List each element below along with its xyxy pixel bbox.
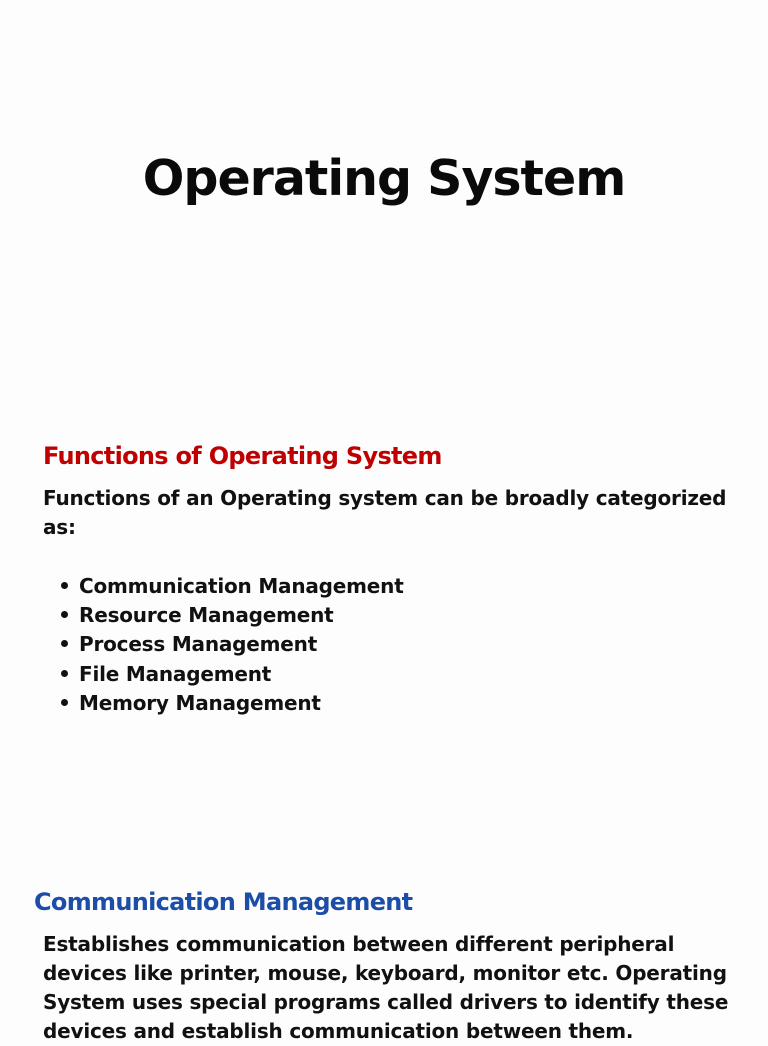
bullet-dot-icon [61,699,68,706]
list-item-label: Process Management [79,632,318,657]
communication-paragraph: Establishes communication between different peripheral devices like printer, mouse, keyboard, monitor etc. Operating System uses special programs called drivers to identify these devices and establish communication between them. [43,932,729,1043]
functions-section-heading: Functions of Operating System [43,442,442,470]
list-item [61,630,404,659]
bullet-dot-icon [61,582,68,589]
list-item [61,601,404,630]
list-item-label: Memory Management [79,690,321,715]
bullet-dot-icon [61,611,68,618]
bullet-dot-icon [61,670,68,677]
functions-intro-paragraph: Functions of an Operating system can be broadly categorized as: [43,486,727,539]
list-item-label: Resource Management [79,603,334,628]
list-item [61,660,404,689]
functions-list [61,572,404,718]
bullet-dot-icon [61,640,68,647]
list-item [61,572,404,601]
list-item-label: File Management [79,661,272,686]
communication-section-heading: Communication Management [34,888,413,916]
list-item [61,689,404,718]
list-item-label: Communication Management [79,574,404,598]
page-title: Operating System [142,150,626,207]
